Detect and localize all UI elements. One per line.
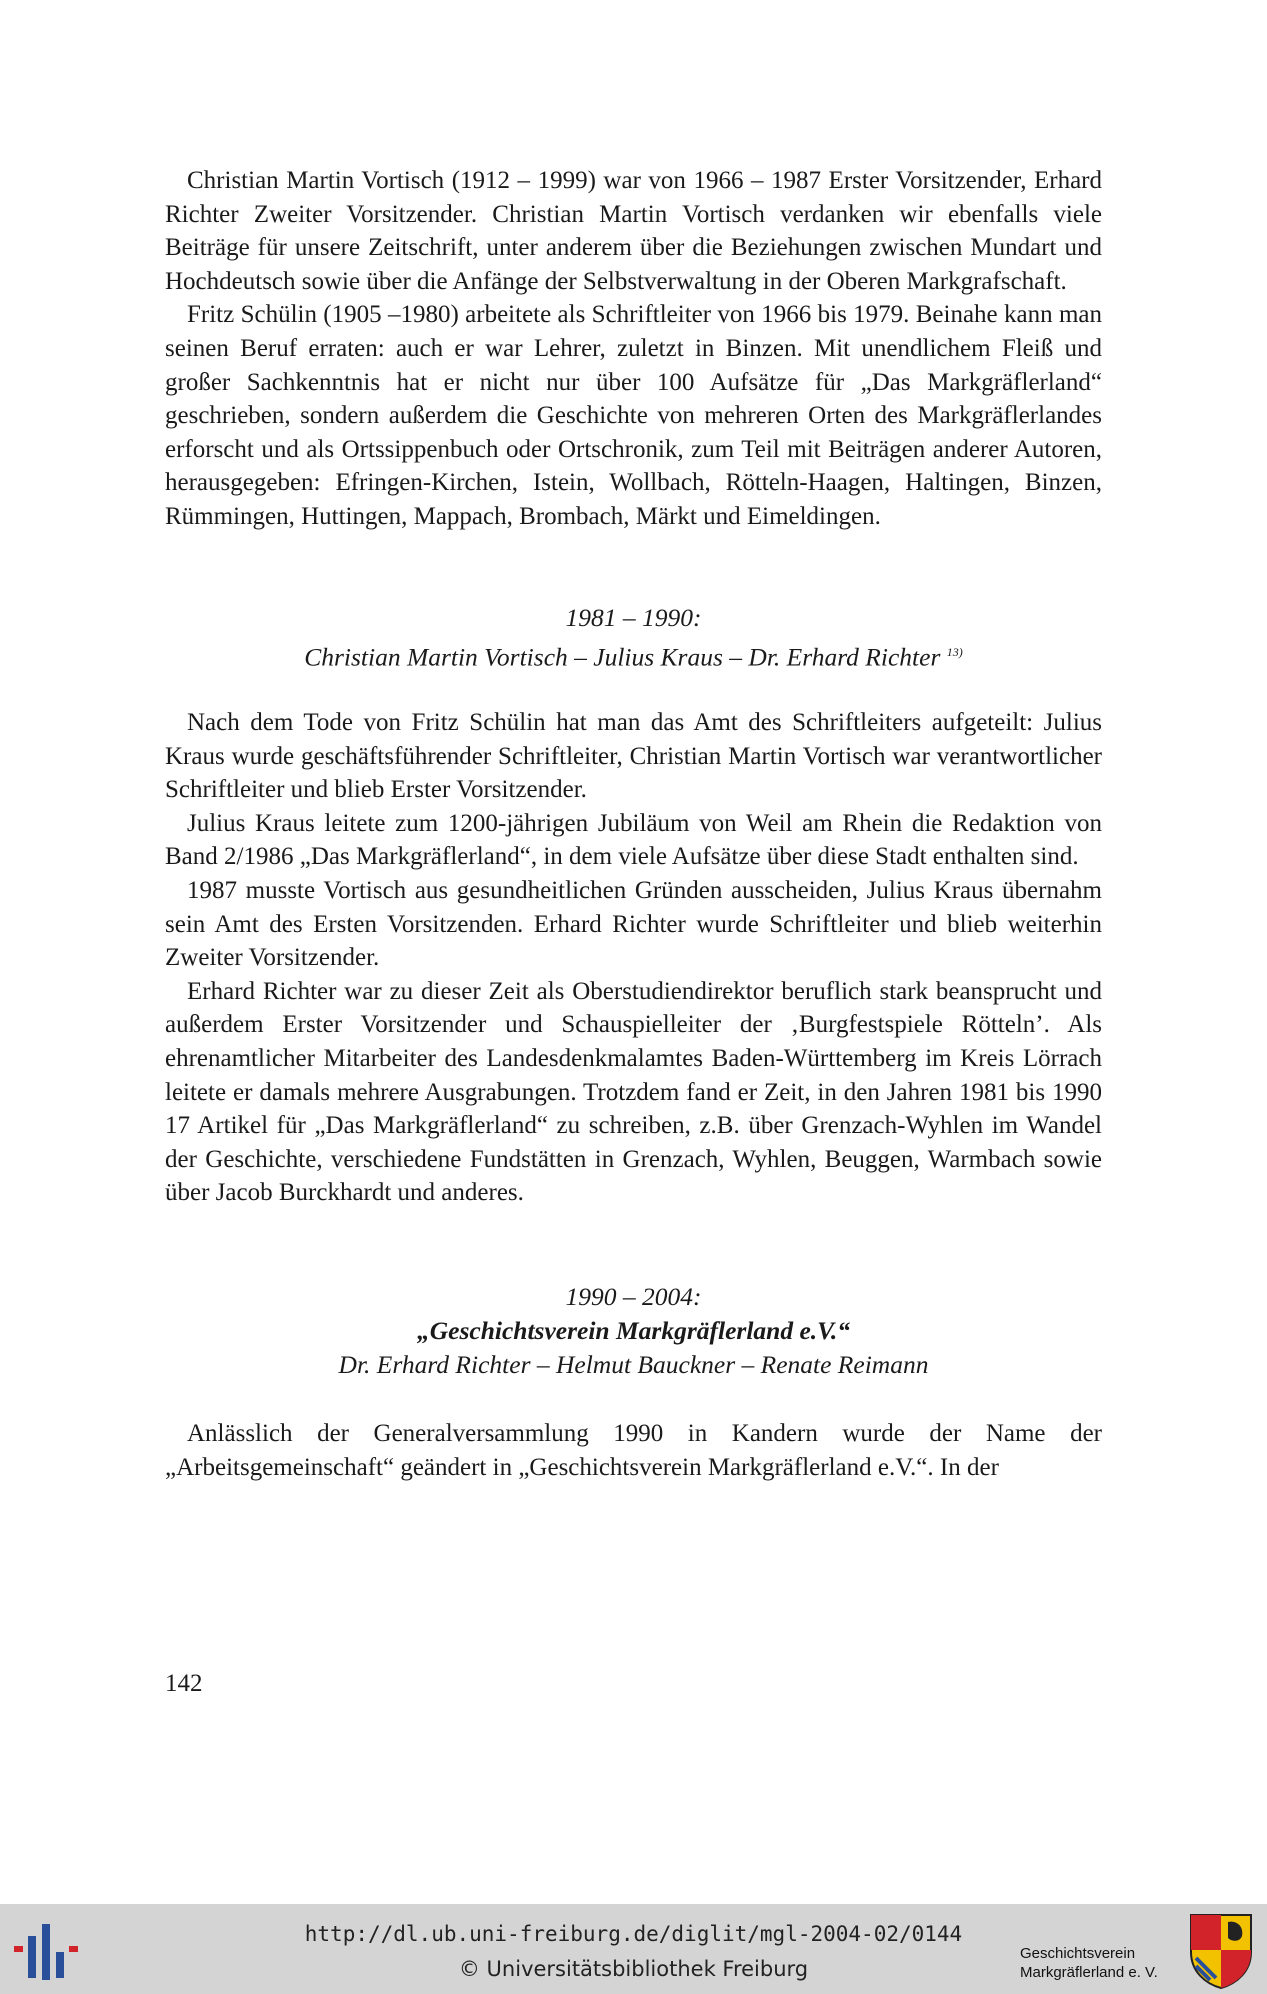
paragraph: Christian Martin Vortisch (1912 – 1999) war von 1966 – 1987 Erster Vorsitzender, Erhard Richter Zweiter Vorsitzender. Christian Martin Vortisch verdanken wir ebenfalls viele Beiträge für unsere Zeitschrift, unter anderem über die Beziehungen zwischen Mundart und Hochdeutsch sowie über die Anfänge der Selbstverwaltung in der Oberen Markgrafschaft. <box>165 167 1102 295</box>
society-name-line1: Geschichtsverein <box>1020 1945 1136 1962</box>
section-period-heading: 1981 – 1990: <box>565 602 702 632</box>
section-period-heading: 1990 – 2004: <box>565 1281 702 1311</box>
paragraph: Anlässlich der Generalversammlung 1990 in Kandern wurde der Name der „Arbeitsgemeinschaft“ geändert in „Geschichtsverein Markgräflerland e.V.“. In der <box>165 1419 1102 1481</box>
paragraph: Nach dem Tode von Fritz Schülin hat man das Amt des Schriftleiters aufgeteilt: Julius Kraus wurde geschäftsführender Schriftleiter, Christian Martin Vortisch war verantwortlicher Schriftleiter und blieb Erster Vorsitzender. <box>165 709 1102 804</box>
footer-copyright: © Universitätsbibliothek Freiburg <box>458 1957 809 1981</box>
society-name <box>1020 1944 1158 1982</box>
footnote-ref: 13) <box>946 644 963 659</box>
section-names-heading: Dr. Erhard Richter – Helmut Bauckner – Renate Reimann <box>338 1349 929 1379</box>
coat-of-arms-icon <box>1188 1912 1254 1990</box>
page-body <box>165 164 1102 1484</box>
footer-url-link[interactable]: http://dl.ub.uni-freiburg.de/diglit/mgl-2004-02/0144 <box>304 1922 963 1946</box>
paragraph: 1987 musste Vortisch aus gesundheitlichen Gründen ausscheiden, Julius Kraus übernahm sein Amt des Ersten Vorsitzenden. Erhard Richter wurde Schriftleiter und blieb weiterhin Zweiter Vorsitzender. <box>165 877 1102 972</box>
footer-bar <box>0 1904 1267 1994</box>
section-names-heading <box>165 635 1102 675</box>
section-names-text: Christian Martin Vortisch – Julius Kraus – Dr. Erhard Richter <box>304 642 941 672</box>
society-title-heading: „Geschichtsverein Markgräflerland e.V.“ <box>416 1315 851 1345</box>
paragraph: Fritz Schülin (1905 –1980) arbeitete als Schriftleiter von 1966 bis 1979. Beinahe kann man seinen Beruf erraten: auch er war Lehrer, zuletzt in Binzen. Mit unendlichem Fleiß und großer Sachkenntnis hat er nicht nur über 100 Aufsätze für „Das Markgräflerland“ geschrieben, sondern außerdem die Geschichte von mehreren Orten des Markgräflerlandes erforscht und als Ortssippenbuch oder Ortschronik, zum Teil mit Beiträgen anderer Autoren, herausgegeben: Efringen-Kirchen, Istein, Wollbach, Rötteln-Haagen, Haltingen, Binzen, Rümmingen, Huttingen, Mappach, Brombach, Märkt und Eimeldingen. <box>165 301 1102 530</box>
page-number: 142 <box>165 1670 203 1697</box>
paragraph: Julius Kraus leitete zum 1200-jährigen Jubiläum von Weil am Rhein die Redaktion von Band 2/1986 „Das Markgräflerland“, in dem viele Aufsätze über diese Stadt enthalten sind. <box>165 809 1102 871</box>
society-name-line2: Markgräflerland e. V. <box>1020 1964 1158 1981</box>
paragraph: Erhard Richter war zu dieser Zeit als Oberstudiendirektor beruflich stark beansprucht und außerdem Erster Vorsitzender und Schauspielleiter der ‚Burgfestspiele Rötteln’. Als ehrenamtlicher Mitarbeiter des Landesdenkmalamtes Baden-Württemberg im Kreis Lörrach leitete er damals mehrere Ausgrabungen. Trotzdem fand er Zeit, in den Jahren 1981 bis 1990 17 Artikel für „Das Markgräflerland“ zu schreiben, z.B. über Grenzach-Wyhlen im Wandel der Geschichte, verschiedene Fundstätten in Grenzach, Wyhlen, Beuggen, Warmbach sowie über Jacob Burckhardt und anderes. <box>165 977 1102 1207</box>
